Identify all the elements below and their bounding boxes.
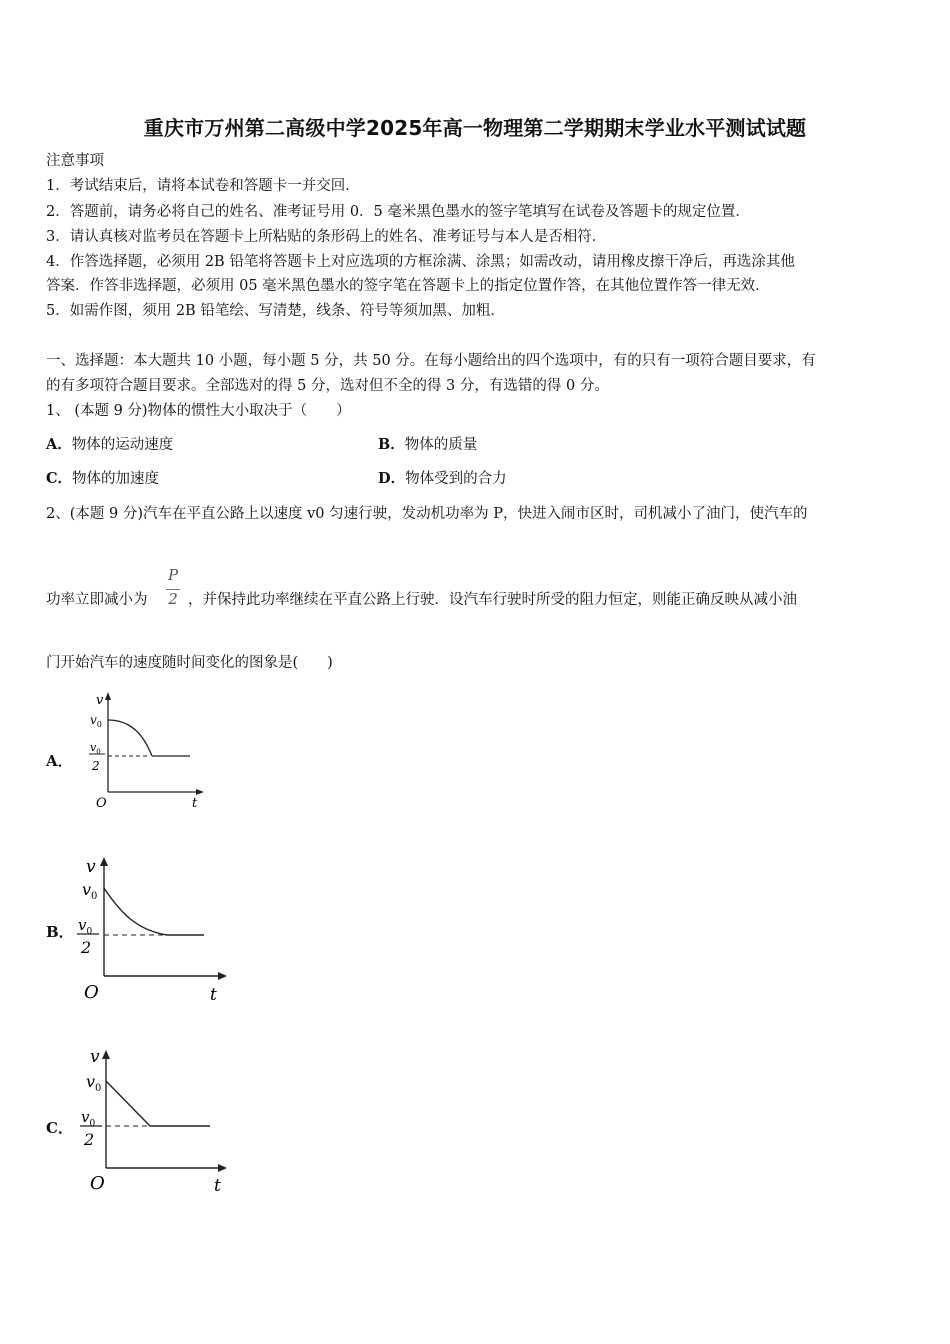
velocity-curve (104, 888, 167, 935)
q2-option-a-graph[interactable] (80, 688, 230, 813)
question-2-stem: 2、(本题 9 分)汽车在平直公路上以速度 v0 匀速行驶，发动机功率为 P，快进入闹市区时，司机减小了油门，使汽车的 (46, 506, 808, 522)
q1-option-c[interactable] (46, 469, 159, 489)
notice-item: 4．作答选择题，必须用 2B 铅笔将答题卡上对应选项的方框涂满、涂黑；如需改动，请用橡皮擦干净后，再选涂其他 (46, 254, 795, 270)
velocity-curve (108, 720, 152, 756)
v0-half-num: $v_0$ (78, 916, 93, 937)
q2-option-a-label[interactable]: A． (46, 752, 73, 770)
v0-label: $v_0$ (86, 1072, 102, 1094)
page-title: 重庆市万州第二高级中学2025年高一物理第二学期期末学业水平测试试题 (143, 116, 807, 140)
q2-option-b-label[interactable]: B． (46, 923, 74, 941)
q1-option-a[interactable] (46, 435, 173, 455)
v0-label: $v_0$ (90, 713, 102, 729)
option-text: 物体受到的合力 (405, 471, 507, 487)
origin-label: O (84, 982, 99, 1003)
option-label: A． (46, 436, 72, 453)
q1-option-b[interactable] (378, 435, 477, 455)
option-label: C． (46, 470, 73, 487)
t-axis-arrow (218, 1164, 227, 1172)
question-2-stem-end: 门开始汽车的速度随时间变化的图象是( ) (46, 655, 333, 671)
notice-heading: 注意事项 (46, 153, 104, 169)
option-text: 物体的加速度 (72, 471, 160, 487)
t-axis-arrow (196, 789, 204, 795)
v0-half-den: 2 (81, 938, 92, 957)
t-axis-label: t (210, 985, 217, 1005)
t-axis-label: t (214, 1176, 221, 1196)
v-axis-arrow (100, 857, 108, 866)
q1-option-d[interactable] (378, 469, 507, 489)
v0-half-num: $v_0$ (90, 741, 101, 756)
question-2-stem-post: ，并保持此功率继续在平直公路上行驶．设汽车行驶时所受的阻力恒定，则能正确反映从减小油 (188, 592, 797, 608)
v0-half-den: 2 (92, 759, 100, 773)
section-instructions: 一、选择题：本大题共 10 小题，每小题 5 分，共 50 分。在每小题给出的四个选项中，有的只有一项符合题目要求，有 (46, 353, 816, 369)
v-axis-arrow (102, 1050, 110, 1059)
fraction-numerator: P (167, 566, 179, 584)
notice-item: 1．考试结束后，请将本试卷和答题卡一并交回． (46, 178, 360, 194)
q2-option-c-graph[interactable] (72, 1043, 232, 1198)
velocity-curve (106, 1081, 150, 1126)
v0-label: $v_0$ (82, 880, 98, 902)
v0-half-num: $v_0$ (81, 1108, 96, 1129)
option-label: D． (378, 470, 406, 487)
notice-item: 5．如需作图，须用 2B 铅笔绘、写清楚，线条、符号等须加黑、加粗． (46, 303, 505, 319)
q2-option-b-graph[interactable] (72, 850, 232, 1010)
question-1-stem: 1、 (本题 9 分)物体的惯性大小取决于（ ） (46, 403, 351, 419)
fraction-denominator: 2 (168, 590, 178, 608)
v-axis-label: v (86, 857, 96, 877)
section-instructions: 的有多项符合题目要求。全部选对的得 5 分，选对但不全的得 3 分，有选错的得 0 分。 (46, 378, 609, 394)
notice-item: 2．答题前，请务必将自己的姓名、准考证号用 0．5 毫米黑色墨水的签字笔填写在试卷及答题卡的规定位置． (46, 204, 750, 220)
v-axis-arrow (105, 692, 111, 700)
q2-option-c-label[interactable]: C． (46, 1119, 73, 1137)
option-label: B． (378, 436, 405, 453)
fraction-p-over-2 (163, 562, 183, 612)
notice-item: 答案．作答非选择题，必须用 05 毫米黑色墨水的签字笔在答题卡上的指定位置作答，在其他位置作答一律无效． (46, 278, 770, 294)
v0-half-den: 2 (84, 1130, 95, 1149)
option-text: 物体的运动速度 (71, 437, 174, 453)
origin-label: O (96, 796, 107, 811)
origin-label: O (90, 1173, 105, 1194)
notice-item: 3．请认真核对监考员在答题卡上所粘贴的条形码上的姓名、准考证号与本人是否相符． (46, 229, 607, 245)
v-axis-label: v (96, 693, 104, 708)
question-2-stem-pre: 功率立即减小为 (46, 592, 148, 608)
v-axis-label: v (90, 1047, 100, 1067)
option-text: 物体的质量 (404, 437, 478, 453)
t-axis-label: t (192, 796, 198, 811)
t-axis-arrow (218, 972, 227, 980)
